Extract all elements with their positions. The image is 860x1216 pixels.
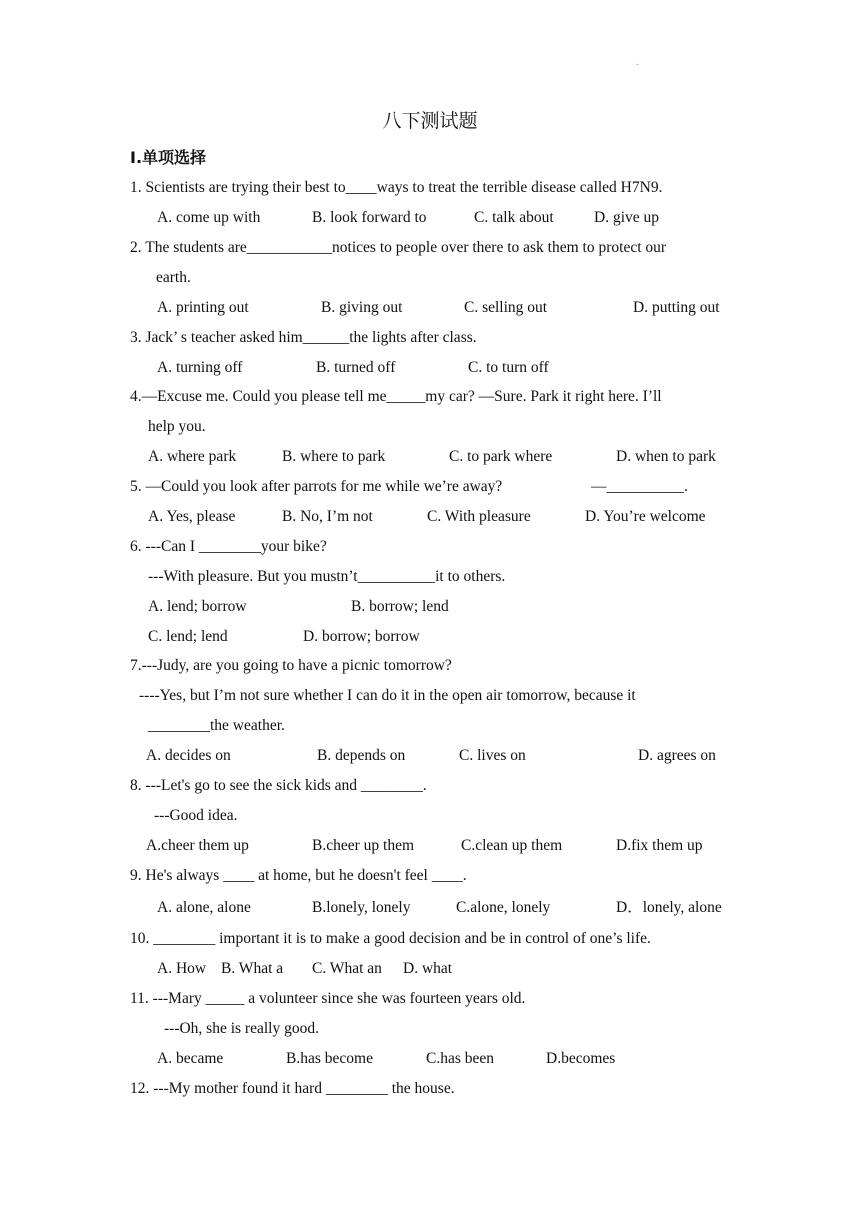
question-11-option-d: D.becomes bbox=[546, 1050, 616, 1067]
question-2-option-d: D. putting out bbox=[633, 299, 720, 316]
question-8-option-d: D.fix them up bbox=[616, 837, 703, 854]
question-5-option-c: C. With pleasure bbox=[427, 508, 531, 525]
question-1-option-b: B. look forward to bbox=[312, 209, 427, 226]
question-10-option-a: A. How bbox=[157, 960, 207, 977]
question-6-stem: 6. ---Can I ________your bike? bbox=[130, 538, 327, 555]
question-10-option-b: B. What a bbox=[221, 960, 284, 977]
question-9-option-d: D．lonely, alone bbox=[616, 899, 722, 916]
question-8-option-c: C.clean up them bbox=[461, 837, 563, 854]
question-8-option-b: B.cheer up them bbox=[312, 837, 415, 854]
question-4-stem: 4.—Excuse me. Could you please tell me_____my car? —Sure. Park it right here. I’ll bbox=[130, 388, 662, 405]
question-3-stem: 3. Jack’ s teacher asked him______the lights after class. bbox=[130, 329, 477, 346]
question-9-option-c: C.alone, lonely bbox=[456, 899, 551, 916]
question-4-option-b: B. where to park bbox=[282, 448, 386, 465]
question-11-option-c: C.has been bbox=[426, 1050, 495, 1067]
page-title: 八下测试题 bbox=[382, 110, 478, 132]
question-8-stem: 8. ---Let's go to see the sick kids and ________. bbox=[130, 777, 427, 794]
question-2-stem-cont: earth. bbox=[156, 269, 191, 286]
question-6-option-a: A. lend; borrow bbox=[148, 598, 247, 615]
question-3-option-b: B. turned off bbox=[316, 359, 396, 376]
question-4-option-a: A. where park bbox=[148, 448, 237, 465]
question-8-option-a: A.cheer them up bbox=[146, 837, 249, 854]
question-3-option-a: A. turning off bbox=[157, 359, 243, 376]
question-6-option-b: B. borrow; lend bbox=[351, 598, 449, 615]
question-7-stem: 7.---Judy, are you going to have a picnic tomorrow? bbox=[130, 657, 452, 674]
question-4-stem-cont: help you. bbox=[148, 418, 206, 435]
question-1-stem: 1. Scientists are trying their best to____ways to treat the terrible disease called H7N9. bbox=[130, 179, 663, 196]
question-9-stem: 9. He's always ____ at home, but he doesn't feel ____. bbox=[130, 867, 467, 884]
question-1-option-a: A. come up with bbox=[157, 209, 261, 226]
question-4-option-d: D. when to park bbox=[616, 448, 716, 465]
question-9-option-a: A. alone, alone bbox=[157, 899, 251, 916]
question-5-option-a: A. Yes, please bbox=[148, 508, 236, 525]
question-1-option-d: D. give up bbox=[594, 209, 660, 226]
question-1-option-c: C. talk about bbox=[474, 209, 554, 226]
question-5-option-d: D. You’re welcome bbox=[585, 508, 706, 525]
question-6-option-c: C. lend; lend bbox=[148, 628, 228, 645]
question-11-option-b: B.has become bbox=[286, 1050, 373, 1067]
question-7-option-a: A. decides on bbox=[146, 747, 231, 764]
section-heading: I.单项选择 bbox=[130, 148, 207, 167]
question-7-stem-cont-2: ________the weather. bbox=[148, 717, 285, 734]
question-12-stem: 12. ---My mother found it hard ________ the house. bbox=[130, 1080, 455, 1097]
question-10-option-d: D. what bbox=[403, 960, 453, 977]
question-2-option-b: B. giving out bbox=[321, 299, 403, 316]
question-11-stem-cont: ---Oh, she is really good. bbox=[164, 1020, 319, 1037]
question-10-stem: 10. ________ important it is to make a good decision and be in control of one’s life. bbox=[130, 930, 651, 947]
question-7-option-b: B. depends on bbox=[317, 747, 406, 764]
question-10-option-c: C. What an bbox=[312, 960, 382, 977]
question-7-option-d: D. agrees on bbox=[638, 747, 716, 764]
question-2-option-a: A. printing out bbox=[157, 299, 249, 316]
question-2-option-c: C. selling out bbox=[464, 299, 548, 316]
question-9-option-b: B.lonely, lonely bbox=[312, 899, 411, 916]
question-2-stem: 2. The students are___________notices to people over there to ask them to protect our bbox=[130, 239, 667, 256]
question-6-stem-cont: ---With pleasure. But you mustn’t__________it to others. bbox=[148, 568, 506, 585]
question-5-reply: —__________. bbox=[591, 478, 688, 495]
question-11-stem: 11. ---Mary _____ a volunteer since she was fourteen years old. bbox=[130, 990, 526, 1007]
question-11-option-a: A. became bbox=[157, 1050, 224, 1067]
question-5-option-b: B. No, I’m not bbox=[282, 508, 373, 525]
question-4-option-c: C. to park where bbox=[449, 448, 553, 465]
question-7-option-c: C. lives on bbox=[459, 747, 526, 764]
question-8-stem-cont: ---Good idea. bbox=[154, 807, 238, 824]
question-7-stem-cont: ----Yes, but I’m not sure whether I can do it in the open air tomorrow, because it bbox=[139, 687, 636, 704]
question-3-option-c: C. to turn off bbox=[468, 359, 549, 376]
question-5-stem: 5. —Could you look after parrots for me while we’re away? bbox=[130, 478, 503, 495]
header-mark: . bbox=[636, 57, 639, 68]
question-6-option-d: D. borrow; borrow bbox=[303, 628, 420, 645]
